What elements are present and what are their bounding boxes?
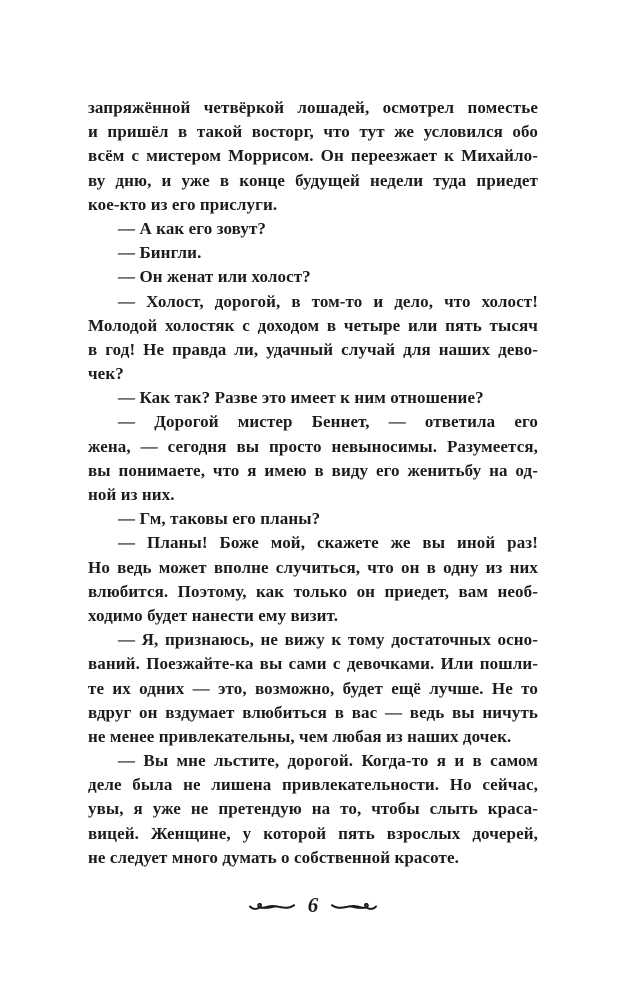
footer-flourish-right-icon [331,899,377,913]
page-text [88,96,538,870]
text-line: — Бингли. [118,243,202,263]
text-line: вицей. Женщине, у которой пять взрослых дочерей, [88,823,538,843]
text-line: — Планы! Боже мой, скажете же вы иной раз! [118,533,538,553]
text-line: не следует много думать о собственной красоте. [88,847,459,867]
text-line: жена, — сегодня вы просто невыносимы. Разумеется, [88,436,538,456]
paragraph [88,531,538,628]
text-line: — Дорогой мистер Беннет, — ответила его [118,412,538,432]
text-line: в год! Не правда ли, удачный случай для наших дево- [88,339,538,359]
paragraph [88,290,538,387]
text-line: и пришёл в такой восторг, что тут же условился обо [88,122,538,142]
paragraph [88,96,538,217]
text-line: увы, я уже не претендую на то, чтобы слыть краса- [88,799,538,819]
text-line: — Он женат или холост? [118,267,311,287]
text-line: ной из них. [88,485,175,504]
paragraph [88,265,538,289]
paragraph [88,241,538,265]
paragraph [88,386,538,410]
paragraph [88,507,538,531]
text-line: — Как так? Разве это имеет к ним отношение? [118,388,484,408]
paragraph [88,749,538,870]
text-line: — Вы мне льстите, дорогой. Когда-то я и в самом [118,751,538,771]
footer-flourish-left-icon [249,899,295,913]
text-line: Но ведь может вполне случиться, что он в одну из них [88,557,538,577]
text-line: всём с мистером Моррисом. Он переезжает к Михайло- [88,146,538,166]
paragraph [88,628,538,749]
text-line: чек? [88,364,124,384]
text-line: запряжённой четвёркой лошадей, осмотрел поместье [88,98,538,117]
text-line: ву дню, и уже в конце будущей недели туда приедет [88,170,538,190]
paragraph [88,217,538,241]
text-line: влюбится. Поэтому, как только он приедет, вам необ- [88,581,538,601]
page-number: 6 [307,892,319,917]
text-line: вы понимаете, что я имею в виду его женитьбу на од- [88,460,538,480]
text-line: ходимо будет нанести ему визит. [88,605,339,625]
text-line: те их одних — это, возможно, будет ещё лучше. Не то [88,678,538,698]
text-line: — Я, признаюсь, не вижу к тому достаточных осно- [118,630,538,650]
paragraph [88,410,538,507]
text-line: — Холост, дорогой, в том-то и дело, что холост! [118,291,538,311]
text-line: ваний. Поезжайте-ка вы сами с девочками. Или пошли- [88,654,538,674]
text-line: Молодой холостяк с доходом в четыре или пять тысяч [88,315,538,335]
text-line: кое-кто из его прислуги. [88,194,278,214]
text-line: деле была не лишена привлекательности. Но сейчас, [88,775,538,795]
page-footer [88,890,538,922]
text-line: — А как его зовут? [118,218,267,238]
text-line: вдруг он вздумает влюбиться в вас — ведь вы ничуть [88,702,538,722]
text-line: не менее привлекательны, чем любая из наших дочек. [88,726,512,746]
text-line: — Гм, таковы его планы? [118,509,321,529]
